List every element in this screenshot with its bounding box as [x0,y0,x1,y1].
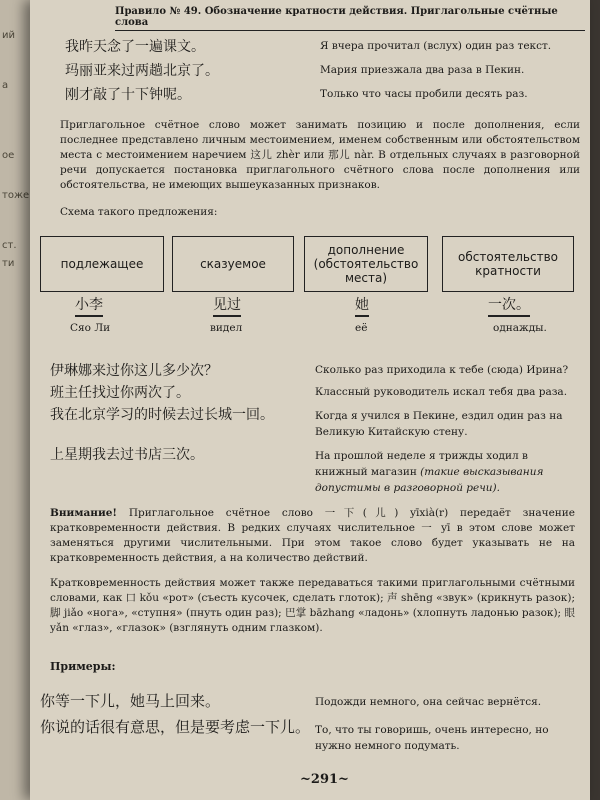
attention-label: Внимание! [50,507,118,519]
example-ru: Классный руководитель искал тебя два раза. [315,386,568,398]
paragraph-rule: Приглагольное счётное слово может занимать позицию и после дополнения, если последнее представлено личным местоимением, именем собственным или обстоятельством места с местоимением наречием 这儿 zhèr или 那儿 nàr. В отдельных случаях в разговорной речи допускается постановка приглагольного счётного слова после дополнения или обстоятельства, не имеющих вышеуказанных признаков. [60,119,580,191]
schema-box-object: дополнение (обстоятельство места) [304,236,428,292]
example-ru-text: На прошлой неделе я трижды ходил в книжный магазин [315,450,528,478]
left-page-text: тоже [2,190,30,201]
example-zh: 上星期我去过书店三次。 [50,447,204,463]
left-page-text: ое [2,150,15,161]
schema-box-predicate: сказуемое [172,236,294,292]
paragraph-short-action: Кратковременность действия может также передаваться такими приглагольными счётными словами, как 口 kǒu «рот» (съесть кусочек, сделать глоток); 声 shēng «звук» (крикнуть разок); 脚 jiǎo «нога», «ступня» (пнуть один раз); 巴掌 bāzhang «ладонь» (хлопнуть ладонью разок); 眼 yǎn «глаз», «глазок» (взглянуть одним глазком). [50,577,575,634]
example-zh: 我昨天念了一遍课文。 [65,39,205,55]
example-ru: Только что часы пробили десять раз. [320,88,528,100]
example-ru: Мария приезжала два раза в Пекин. [320,64,525,76]
attention-text: Приглагольное счётное слово 一下(儿) yīxià(r) передаёт значение кратковременности действия. В редких случаях числительное 一 yī в этом слове может заменяться другими числительными. При этом такое слово будет указывать не на кратковременность действия, а на количество действий. [50,507,576,564]
example-ru-note: (такие высказывания допустимы в разговорной речи). [315,466,544,494]
example-zh: 刚才敲了十下钟呢。 [65,87,191,103]
schema-zh-predicate: 见过 [213,294,241,317]
example-zh: 我在北京学习的时候去过长城一回。 [50,407,274,423]
left-page-text: а [2,80,9,91]
page-number: ~291~ [300,772,349,787]
schema-box-subject: подлежащее [40,236,164,292]
page-header: Правило № 49. Обозначение кратности действия. Приглагольные счётные слова [115,6,585,31]
schema-ru-object: её [355,322,368,334]
example-ru: Когда я учился в Пекине, ездил один раз на Великую Китайскую стену. [315,410,563,438]
example-zh: 你等一下儿，她马上回来。 [40,692,221,710]
example-ru [315,448,575,496]
left-page-text: ти [2,258,15,269]
examples-label: Примеры: [50,660,116,673]
example-zh: 班主任找过你两次了。 [50,385,190,401]
schema-ru-subject: Сяо Ли [70,322,111,334]
left-page-text: ст. [2,240,17,251]
example-ru: Я вчера прочитал (вслух) один раз текст. [320,40,552,52]
example-zh: 玛丽亚来过两趟北京了。 [65,63,219,79]
example-ru: То, что ты говоришь, очень интересно, но нужно немного подумать. [315,724,549,752]
book-page [30,0,590,800]
schema-box-frequency: обстоятельство кратности [442,236,574,292]
left-page-text: ий [2,30,15,41]
schema-zh-subject: 小李 [75,294,103,317]
example-zh: 伊琳娜来过你这儿多少次？ [50,363,218,379]
schema-zh-object: 她 [355,294,369,317]
schema-title: Схема такого предложения: [60,206,218,218]
left-page-edge [0,0,34,800]
schema-ru-frequency: однажды. [493,322,547,334]
attention-paragraph [50,506,575,566]
example-zh: 你说的话很有意思，但是要考虑一下儿。 [40,718,311,736]
example-ru: Подожди немного, она сейчас вернётся. [315,696,542,708]
schema-ru-predicate: видел [210,322,243,334]
schema-zh-frequency: 一次。 [488,294,530,317]
example-ru: Сколько раз приходила к тебе (сюда) Ирина? [315,364,569,376]
